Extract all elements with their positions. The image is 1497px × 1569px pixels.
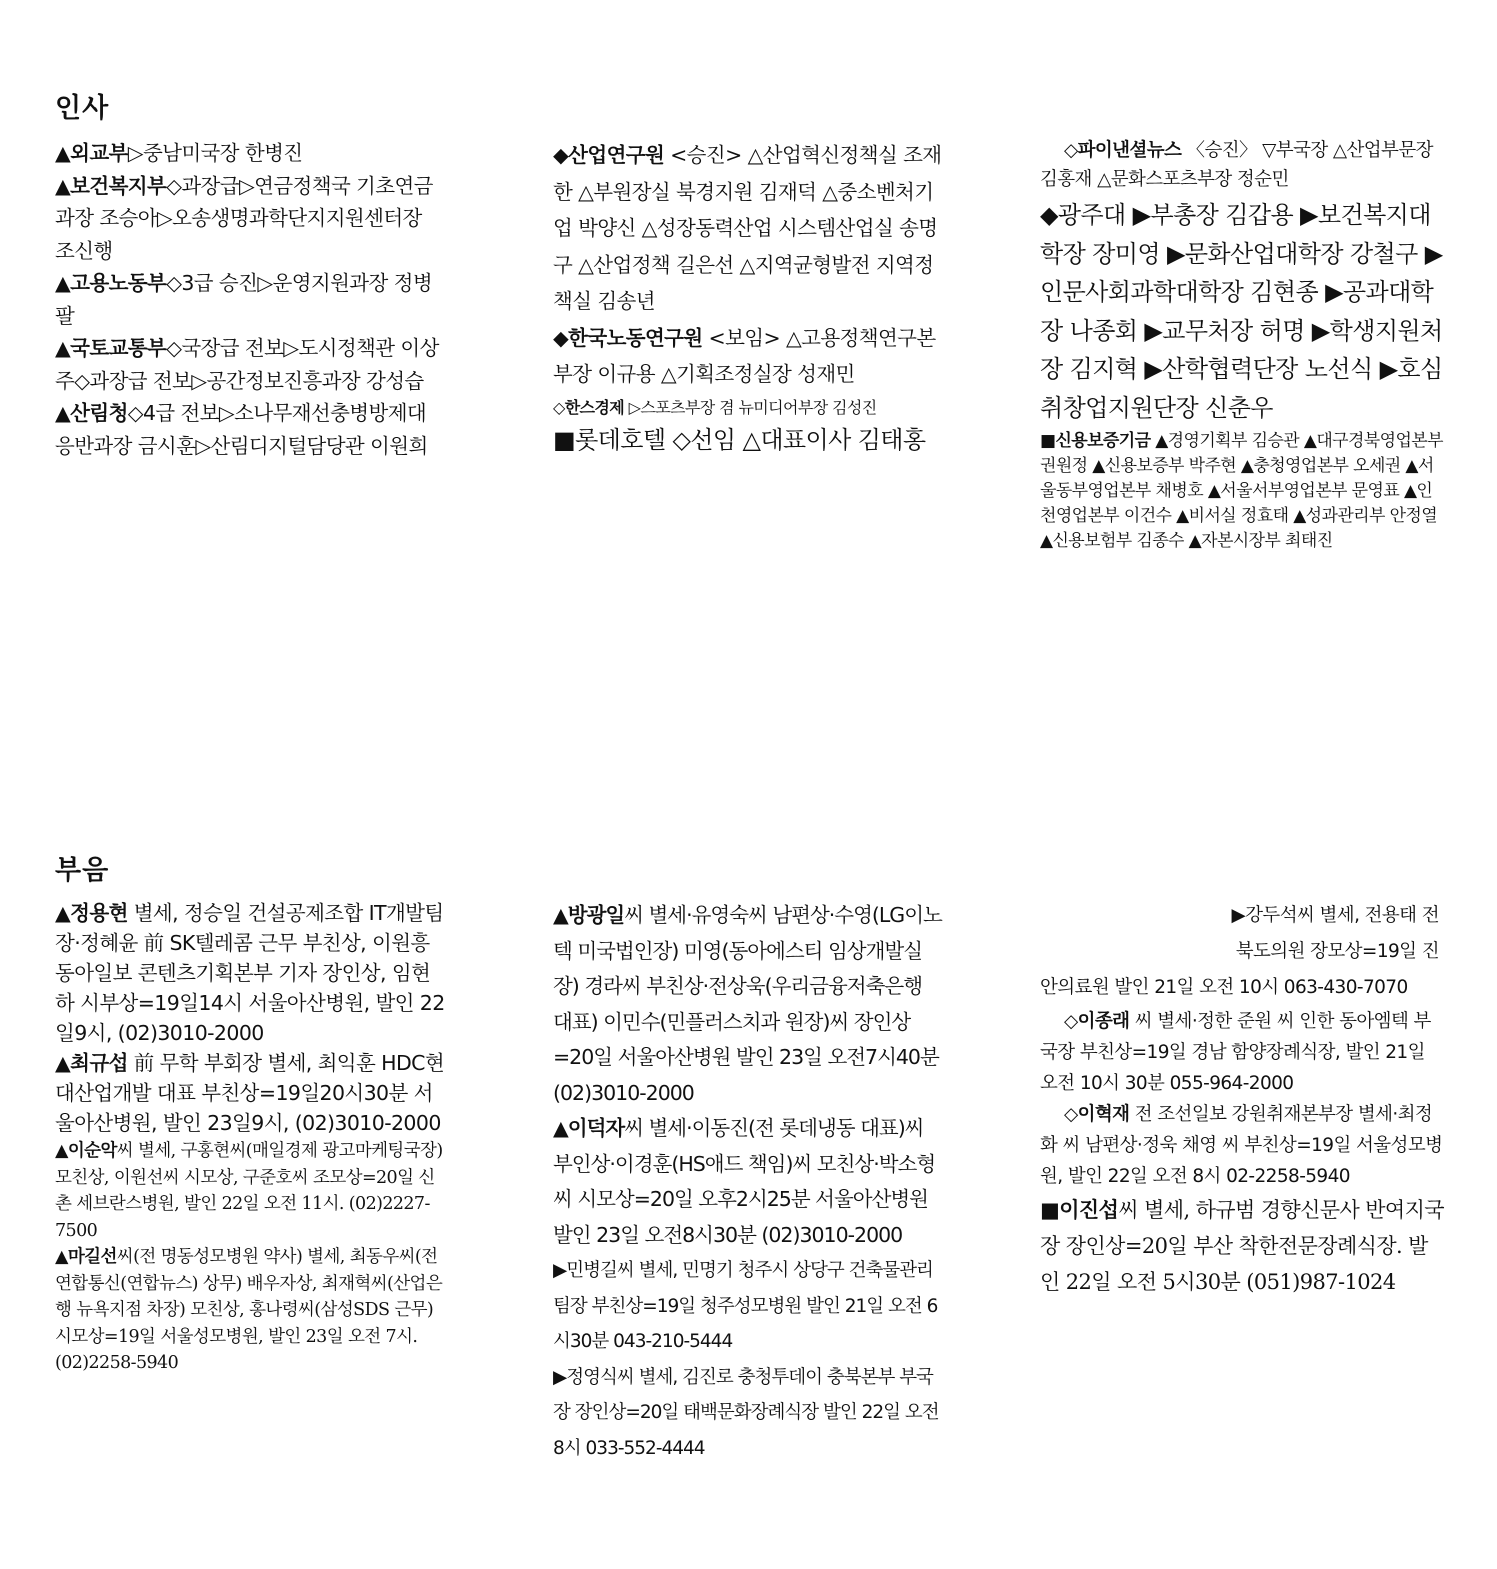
section-heading-insa: 인사 [55,93,110,124]
bueum-entry: ▲정용현 별세, 정승일 건설공제조합 IT개발팀장·정혜윤 前 SK텔레콤 근무 부친상, 이원흥 동아일보 콘텐츠기획본부 기자 장인상, 임현하 시부상=19일14시 서울아산병원, 발인 22일9시, (02)3010-2000 [55,901,445,1045]
bueum-entry: ◇이혁재 전 조선일보 강원취재본부장 별세·최정화 씨 남편상·정욱 채영 씨 부친상=19일 서울성모병원, 발인 22일 오전 8시 02-2258-5940 [1040,1104,1443,1187]
bueum-entry: ▶강두석씨 별세, 전용태 전 [1231,905,1439,926]
insa-entry: ▲외교부▷중남미국장 한병진 [55,141,303,165]
insa-entry: ◆한국노동연구원 <보임> △고용정책연구본부장 이규용 △기획조정실장 성재민 [553,325,936,386]
insa-entry: ◆산업연구원 <승진> △산업혁신정책실 조재한 △부원장실 북경지원 김재덕 △중소벤처기업 박양신 △성장동력산업 시스템산업실 송명구 △산업정책 길은선 △지역균형발전 지역정책실 김송년 [553,143,942,313]
bueum-entry: ▶정영식씨 별세, 김진로 충청투데이 충북본부 부국장 장인상=20일 태백문화장례식장 발인 22일 오전 8시 033-552-4444 [553,1366,939,1459]
section-heading-bueum: 부음 [55,855,110,886]
insa-entry: ■신용보증기금 ▲경영기획부 김승관 ▲대구경북영업본부 권원정 ▲신용보증부 박주현 ▲충청영업본부 오세권 ▲서울동부영업본부 채병호 ▲서울서부영업본부 문영표 ▲인천영업본부 이건수 ▲비서실 정효태 ▲성과관리부 안정열 ▲신용보험부 김종수 ▲자본시장부 최태진 [1040,431,1443,551]
bueum-column-2 [553,898,945,1466]
bueum-entry: ▶민병길씨 별세, 민명기 청주시 상당구 건축물관리팀장 부친상=19일 청주성모병원 발인 21일 오전 6시30분 043-210-5444 [553,1260,938,1352]
insa-entry: ▲보건복지부◇과장급▷연금정책국 기초연금과장 조승아▷오송생명과학단지지원센터장 조신행 [55,173,433,263]
bueum-entry: 북도의원 장모상=19일 진 [1235,941,1439,962]
insa-entry: ◇한스경제 ▷스포츠부장 겸 뉴미디어부장 김성진 [553,397,877,417]
bueum-entry: ◇이종래 씨 별세·정한 준원 씨 인한 동아엠텍 부국장 부친상=19일 경남 함양장례식장, 발인 21일 오전 10시 30분 055-964-2000 [1040,1011,1431,1094]
bueum-entry: ▲방광일씨 별세·유영숙씨 남편상·수영(LG이노텍 미국법인장) 미영(동아에스티 임상개발실장) 경라씨 부친상·전상욱(우리금융저축은행 대표) 이민수(민플러스치과 원장)씨 장인상=20일 서울아산병원 발인 23일 오전7시40분 (02)3010-2000 [553,903,942,1105]
insa-entry: ■롯데호텔 ◇선임 △대표이사 김태홍 [553,425,926,454]
bueum-entry: ▲최규섭 前 무학 부회장 별세, 최익훈 HDC현대산업개발 대표 부친상=19일20시30분 서울아산병원, 발인 23일9시, (02)3010-2000 [55,1051,445,1135]
bueum-entry: 안의료원 발인 21일 오전 10시 063-430-7070 [1040,977,1408,998]
bueum-entry: ▲이덕자씨 별세·이동진(전 롯데냉동 대표)씨 부인상·이경훈(HS애드 책임)씨 모친상·박소형씨 시모상=20일 오후2시25분 서울아산병원 발인 23일 오전8시30분 (02)3010-2000 [553,1116,936,1247]
insa-entry: ▲고용노동부◇3급 승진▷운영지원과장 정병팔 [55,271,433,328]
insa-column-2 [553,137,945,457]
bueum-column-3 [1040,898,1445,1300]
insa-entry: ▲산림청◇4급 전보▷소나무재선충병방제대응반과장 금시훈▷산림디지털담당관 이원희 [55,401,428,458]
bueum-entry: ▲이순악씨 별세, 구홍현씨(매일경제 광고마케팅국장) 모친상, 이원선씨 시모상, 구준호씨 조모상=20일 신촌 세브란스병원, 발인 22일 오전 11시. (02)2227-7500 [55,1141,443,1241]
insa-entry: ◆광주대 ▶부총장 김갑용 ▶보건복지대학장 장미영 ▶문화산업대학장 강철구 ▶인문사회과학대학장 김현종 ▶공과대학장 나종회 ▶교무처장 허명 ▶학생지원처장 김지혁 ▶산학협력단장 노선식 ▶호심취창업지원단장 신춘우 [1040,201,1443,422]
bueum-entry: ▲마길선씨(전 명동성모병원 약사) 별세, 최동우씨(전 연합통신(연합뉴스) 상무) 배우자상, 최재혁씨(산업은행 뉴욕지점 차장) 모친상, 홍나령씨(삼성SDS 근무) 시모상=19일 서울성모병원, 발인 23일 오전 7시. (02)2258-5940 [55,1247,443,1373]
bueum-entry: ■이진섭씨 별세, 하규범 경향신문사 반여지국장 장인상=20일 부산 착한전문장례식장. 발인 22일 오전 5시30분 (051)987-1024 [1040,1197,1444,1294]
insa-entry: ▲국토교통부◇국장급 전보▷도시정책관 이상주◇과장급 전보▷공간정보진흥과장 강성습 [55,336,439,393]
bueum-column-1 [55,898,447,1377]
insa-column-3 [1040,137,1445,554]
insa-entry: ◇파이낸셜뉴스 〈승진〉 ▽부국장 △산업부문장 김홍재 △문화스포츠부장 정순민 [1040,140,1433,190]
insa-column-1 [55,137,443,462]
